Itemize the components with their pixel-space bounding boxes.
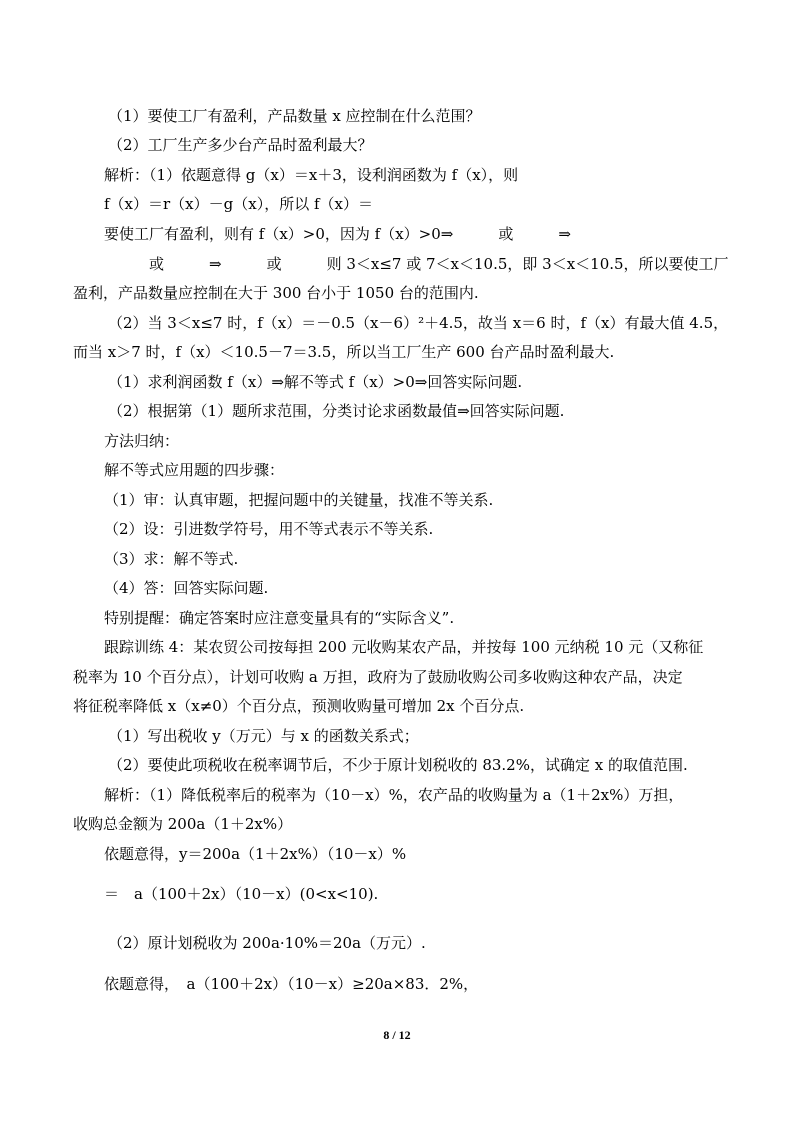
exercise-analysis-part-2-line-2: 依题意得， a（100＋2x）（10－x）≥20a×83．2%，	[104, 975, 479, 993]
exercise-analysis-line-1: 解析：（1）降低税率后的税率为（10－x）%，农产品的收购量为 a（1＋2x%）万担，	[104, 786, 684, 804]
analysis-line-5: 盈利，产品数量应控制在大于 300 台小于 1050 台的范围内.	[73, 284, 479, 302]
analysis-line-3: 要使工厂有盈利，则有 f（x）>0，因为 f（x）>0⇒ 或 ⇒	[104, 225, 571, 243]
exercise-4-line-2: 税率为 10 个百分点），计划可收购 a 万担，政府为了鼓励收购公司多收购这种农产品，决定	[73, 668, 683, 686]
analysis-line-2: f（x）＝r（x）－g（x），所以 f（x）＝	[104, 195, 373, 213]
question-1-text: （1）要使工厂有盈利，产品数量 x 应控制在什么范围？	[108, 107, 481, 125]
analysis-part-2-line-2: 而当 x＞7 时，f（x）＜10.5－7＝3.5，所以当工厂生产 600 台产品时盈利最大.	[73, 343, 615, 361]
special-reminder: 特别提醒：确定答案时应注意变量具有的“实际含义”.	[104, 609, 455, 627]
step-summary-1: （1）求利润函数 f（x）⇒解不等式 f（x）>0⇒回答实际问题.	[108, 373, 523, 391]
page-number: 8 / 12	[383, 1028, 411, 1042]
method-heading: 方法归纳：	[104, 432, 180, 450]
step-summary-2: （2）根据第（1）题所求范围，分类讨论求函数最值⇒回答实际问题.	[108, 402, 565, 420]
exercise-analysis-part-2-line-1: （2）原计划税收为 200a·10%＝20a（万元）.	[108, 934, 426, 952]
four-steps-heading: 解不等式应用题的四步骤：	[104, 461, 285, 479]
exercise-4-line-3: 将征税率降低 x（x≠0）个百分点，预测收购量可增加 2x 个百分点.	[73, 697, 525, 715]
step-4-answer: （4）答：回答实际问题.	[104, 579, 269, 597]
exercise-4-line-1: 跟踪训练 4：某农贸公司按每担 200 元收购某农产品，并按每 100 元纳税 10 元（又称征	[104, 638, 704, 656]
exercise-analysis-line-4: ＝ a（100＋2x）（10－x）(0<x<10).	[104, 885, 379, 903]
step-3-solve: （3）求：解不等式.	[104, 550, 239, 568]
step-2-set: （2）设：引进数学符号，用不等式表示不等关系.	[104, 520, 434, 538]
exercise-question-2: （2）要使此项税收在税率调节后，不少于原计划税收的 83.2%，试确定 x 的取值范围.	[108, 756, 688, 774]
analysis-part-2-line-1: （2）当 3＜x≤7 时，f（x）＝－0.5（x－6）²＋4.5，故当 x＝6 时，f（x）有最大值 4.5，	[108, 314, 729, 332]
exercise-question-1: （1）写出税收 y（万元）与 x 的函数关系式；	[108, 727, 419, 745]
question-2-text: （2）工厂生产多少台产品时盈利最大？	[108, 136, 373, 154]
exercise-analysis-line-2: 收购总金额为 200a（1＋2x%）	[73, 815, 293, 833]
analysis-line-1: 解析：（1）依题意得 g（x）＝x＋3，设利润函数为 f（x），则	[104, 166, 519, 184]
step-1-review: （1）审：认真审题，把握问题中的关键量，找准不等关系.	[104, 491, 494, 509]
analysis-line-4: 或 ⇒ 或 则 3＜x≤7 或 7＜x＜10.5，即 3＜x＜10.5，所以要使工厂	[104, 255, 729, 273]
exercise-analysis-line-3: 依题意得，y＝200a（1＋2x%）（10－x）%	[104, 845, 407, 863]
